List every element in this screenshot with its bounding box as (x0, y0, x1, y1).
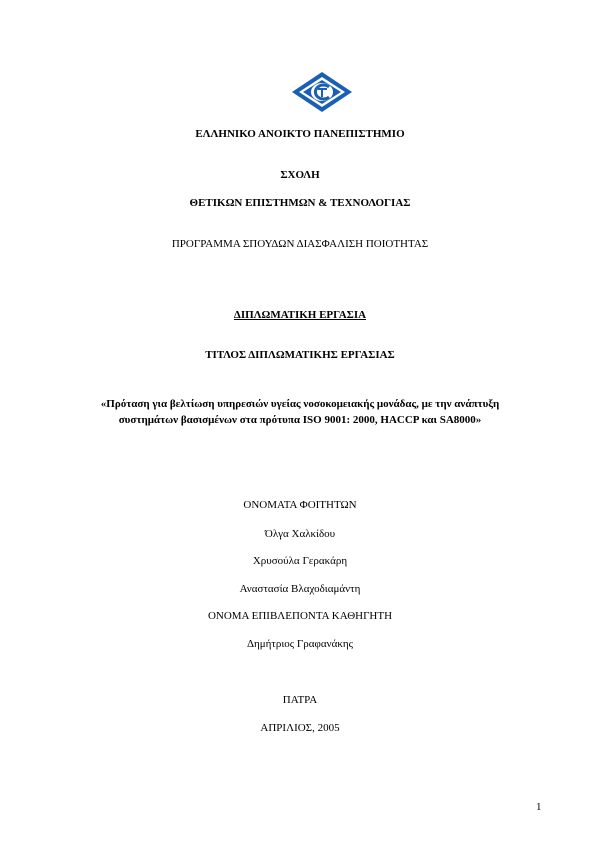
thesis-title-line-1: «Πρόταση για βελτίωση υπηρεσιών υγείας νοσοκομειακής μονάδας, με την ανάπτυξη (100, 398, 500, 410)
page-number: 1 (536, 801, 542, 813)
university-logo-icon (290, 70, 354, 114)
student-name: Χρυσούλα Γερακάρη (252, 555, 348, 567)
thesis-title-line-2: συστημάτων βασισμένων στα πρότυπα ISO 9001: 2000, HACCP και SA8000» (118, 414, 482, 426)
thesis-heading: ΔΙΠΛΩΜΑΤΙΚΗ ΕΡΓΑΣΙΑ (233, 309, 367, 321)
supervisor-heading: ΟΝΟΜΑ ΕΠΙΒΛΕΠΟΝΤΑ ΚΑΘΗΓΗΤΗ (207, 610, 393, 622)
university-name: ΕΛΛΗΝΙΚΟ ΑΝΟΙΚΤΟ ΠΑΝΕΠΙΣΤΗΜΙΟ (195, 128, 405, 140)
student-name: Όλγα Χαλκίδου (264, 528, 336, 540)
program-name: ΠΡΟΓΡΑΜΜΑ ΣΠΟΥΔΩΝ ΔΙΑΣΦΑΛΙΣΗ ΠΟΙΟΤΗΤΑΣ (171, 238, 429, 250)
city: ΠΑΤΡΑ (282, 694, 318, 706)
school-label: ΣΧΟΛΗ (280, 169, 320, 181)
thesis-title-heading: ΤΙΤΛΟΣ ΔΙΠΛΩΜΑΤΙΚΗΣ ΕΡΓΑΣΙΑΣ (205, 349, 395, 361)
student-name: Αναστασία Βλαχοδιαμάντη (239, 583, 361, 595)
school-name: ΘΕΤΙΚΩΝ ΕΠΙΣΤΗΜΩΝ & ΤΕΧΝΟΛΟΓΙΑΣ (189, 197, 411, 209)
date: ΑΠΡΙΛΙΟΣ, 2005 (260, 722, 340, 734)
students-heading: ΟΝΟΜΑΤΑ ΦΟΙΤΗΤΩΝ (243, 499, 357, 511)
supervisor-name: Δημήτριος Γραφανάκης (246, 638, 354, 650)
